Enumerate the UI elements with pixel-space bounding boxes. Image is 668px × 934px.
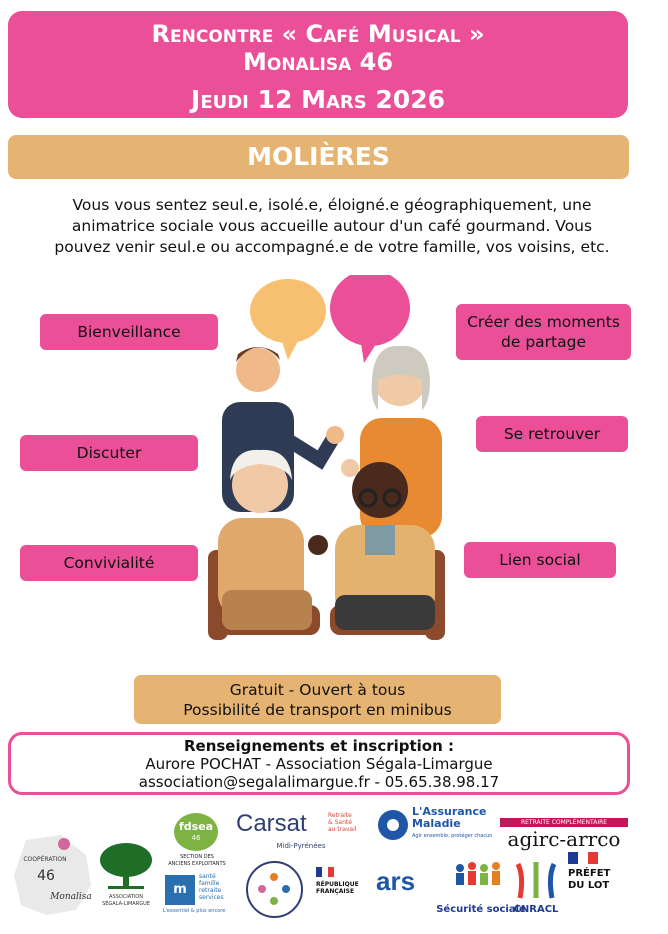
logo-prefet-du-lot [568, 852, 628, 922]
intro-line: animatrice sociale vous accueille autour d'un café gourmand. Vous [71, 217, 593, 235]
logo-text: & Santé [328, 819, 352, 826]
ars-name: ars [376, 866, 416, 896]
intro-line: Vous vous sentez seul.e, isolé.e, éloigné.e géographiquement, une [72, 196, 592, 214]
tag-se-retrouver: Se retrouver [476, 416, 628, 452]
event-title: Rencontre « Café Musical » [151, 20, 485, 48]
people-circle-icon [248, 863, 301, 916]
tag-convivialite: Convivialité [20, 545, 198, 581]
agirc-name: agirc-arrco [507, 827, 621, 851]
logo-text: Midi-Pyrénées [276, 842, 326, 850]
logo-agirc-arrco [500, 818, 628, 854]
logo-text: 46 [37, 868, 55, 884]
logo-fdsea [162, 812, 232, 872]
tag-discuter: Discuter [20, 435, 198, 471]
info-line: Possibilité de transport en minibus [183, 701, 452, 719]
logo-text: services [199, 894, 224, 901]
logo-text: au travail [328, 826, 357, 833]
logo-carsat [236, 810, 366, 854]
people-group-icon [450, 856, 510, 890]
logo-msa [163, 873, 233, 919]
event-date: Jeudi 12 Mars 2026 [191, 85, 445, 114]
logo-text: santé [199, 873, 216, 880]
contact-title: Renseignements et inscription : [183, 737, 455, 755]
logo-text: SÉGALA-LIMARGUE [102, 901, 150, 907]
logo-text: Agir ensemble, protéger chacun [412, 833, 493, 839]
carsat-tagline [328, 812, 356, 833]
conference-badge-icon [246, 861, 303, 918]
contact-name: Aurore POCHAT - Association Ségala-Limargue [145, 755, 493, 773]
logo-text: Monalisa [50, 892, 92, 902]
assurance-name [412, 806, 486, 830]
logo-segala-limargue [96, 842, 156, 922]
logo-text: Retraite [328, 812, 352, 819]
logo-ars [376, 866, 438, 910]
logo-republique-francaise [316, 867, 374, 917]
cnracl-figures-icon [510, 858, 562, 902]
logo-text: ANCIENS EXPLOITANTS [168, 861, 226, 867]
logo-text: PRÉFET [568, 868, 611, 879]
logo-text: COOPÉRATION [23, 856, 67, 863]
contact-details[interactable]: association@segalalimargue.fr - 05.65.38.98.17 [138, 773, 500, 791]
logo-text: famille [199, 880, 220, 887]
tree-icon [96, 842, 156, 892]
logo-text: SECTION DES [180, 854, 214, 860]
logo-text: L'Assurance [412, 805, 487, 818]
intro-text [22, 195, 642, 258]
logo-text: L'essentiel & plus encore [162, 908, 226, 914]
event-subtitle: Monalisa 46 [242, 48, 394, 76]
event-location: MOLIÈRES [8, 135, 629, 179]
logo-text: RETRAITE COMPLÉMENTAIRE [500, 818, 628, 827]
seniors-illustration [200, 340, 460, 650]
logo-text: Sécurité sociale [436, 904, 526, 915]
logo-text: FRANÇAISE [316, 888, 355, 895]
assurance-mark-icon [376, 808, 410, 842]
info-line: Gratuit - Ouvert à tous [229, 681, 406, 699]
event-header [8, 11, 628, 118]
carsat-name: Carsat [236, 810, 307, 837]
tag-label: Créer des moments [467, 313, 620, 331]
logo-text: CNRACL [513, 904, 559, 915]
tag-moments-de-partage [456, 304, 631, 360]
info-box [134, 675, 501, 724]
logo-text: DU LOT [568, 880, 610, 891]
logo-text: 46 [191, 834, 201, 842]
logo-assurance-maladie [376, 806, 502, 850]
logo-text: RÉPUBLIQUE [316, 881, 359, 888]
flag-icon [568, 852, 598, 864]
msa-text [199, 873, 224, 901]
logo-text: ASSOCIATION [109, 894, 143, 900]
flag-icon [316, 867, 334, 877]
logo-cnracl [510, 858, 562, 920]
logo-cooperation-46 [6, 830, 98, 928]
logo-text: Maladie [412, 817, 461, 830]
msa-mark-icon: m [165, 875, 195, 905]
tag-label: de partage [501, 333, 586, 351]
tag-lien-social: Lien social [464, 542, 616, 578]
logo-text: retraite [199, 887, 222, 894]
tag-bienveillance: Bienveillance [40, 314, 218, 350]
logo-text: fdsea [178, 820, 214, 833]
intro-line: pouvez venir seul.e ou accompagné.e de votre famille, vos voisins, etc. [54, 238, 610, 256]
contact-box [8, 732, 630, 795]
